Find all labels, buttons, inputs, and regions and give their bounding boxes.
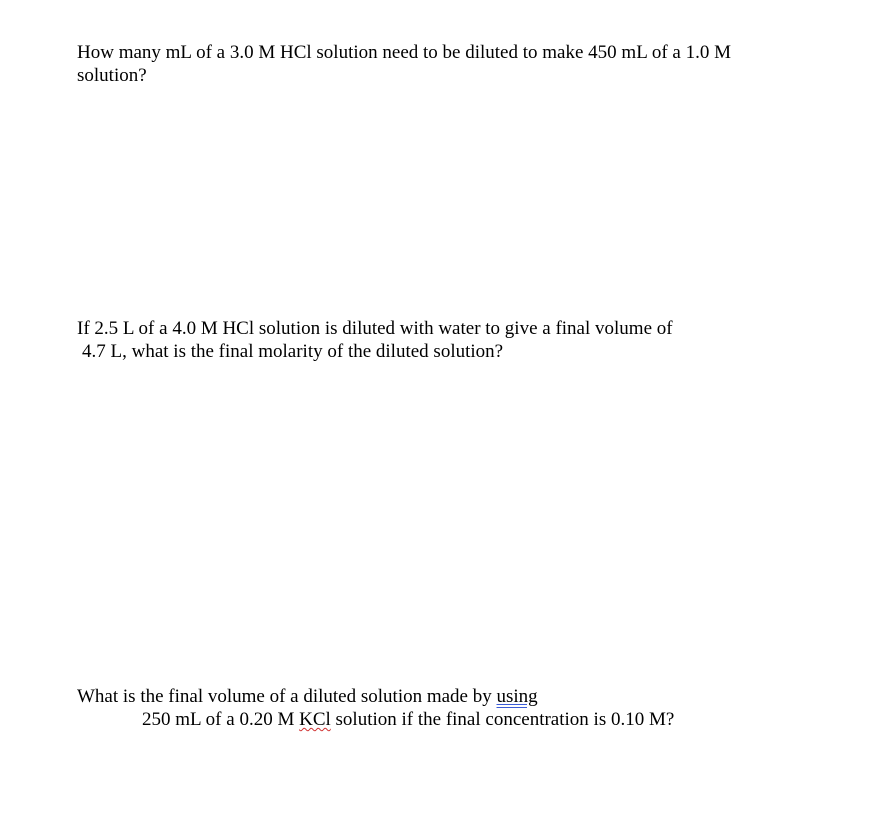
question-1-line-2: solution? [77,65,147,86]
question-3-line-2-text-end: solution if the final concentration is 0.10 M? [330,709,675,730]
question-2-line-1: If 2.5 L of a 4.0 M HCl solution is diluted with water to give a final volume of [77,318,673,339]
question-1-line-1: How many mL of a 3.0 M HCl solution need to be diluted to make 450 mL of a 1.0 M [77,42,731,63]
question-2-line-2: 4.7 L, what is the final molarity of the diluted solution? [82,341,504,362]
spelling-flagged-word[interactable]: KCl [299,709,331,730]
question-3-line-1-text: What is the final volume of a diluted solution made by [77,686,497,707]
question-3-line-2 [142,708,674,731]
grammar-flagged-word[interactable]: using [496,686,538,707]
question-3-line-1 [77,685,538,708]
question-3-line-2-text-start: 250 mL of a 0.20 M [142,709,300,730]
